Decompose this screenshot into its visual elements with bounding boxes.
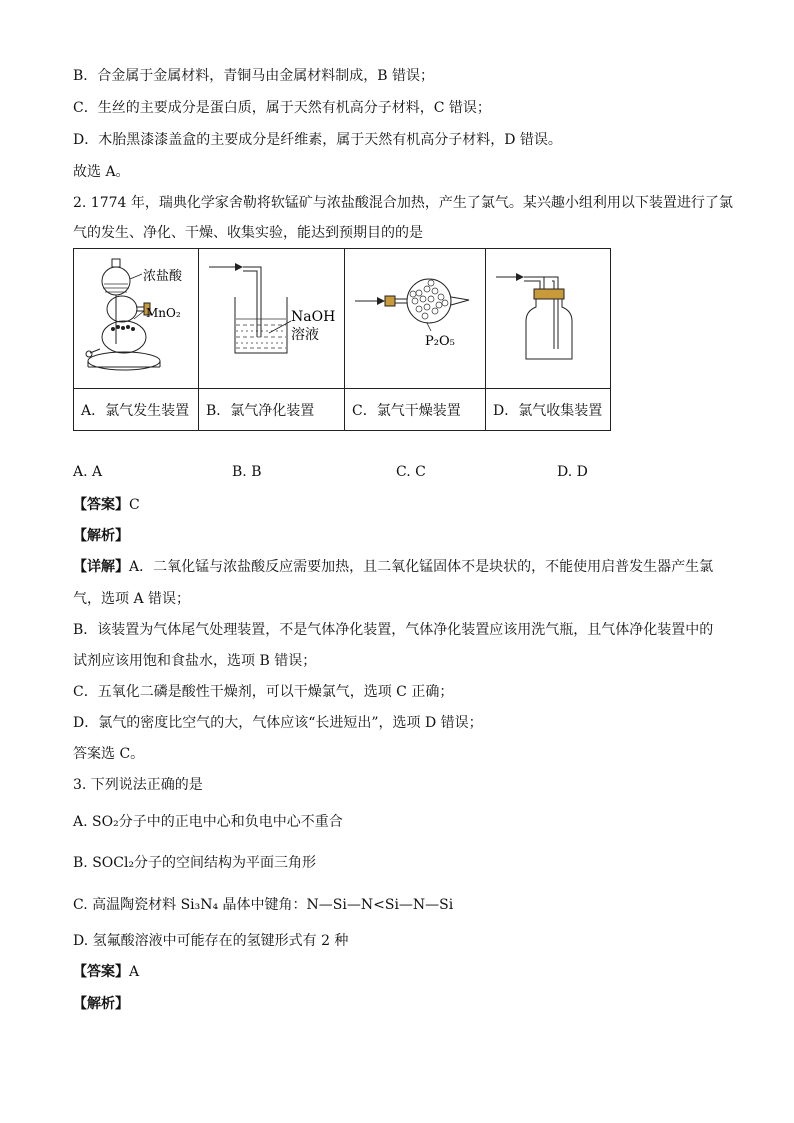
explanation-line-b: B．合金属于金属材料，青铜马由金属材料制成，B 错误； [73,68,435,84]
naoh-absorber-figure [199,249,344,384]
apparatus-b-cell [199,249,345,389]
q3-answer: 【答案】A [73,964,140,980]
apparatus-d-cell [486,249,611,389]
q2-detail-line-6: D．氯气的密度比空气的大，气体应该“长进短出”，选项 D 错误； [73,715,483,731]
mno2-label: MnO₂ [146,306,181,320]
conclusion-line: 故选 A。 [73,164,130,180]
question-2-stem-cont: 气的发生、净化、干燥、收集实验，能达到预期目的的是 [73,225,423,241]
naoh-solution-label: 溶液 [291,327,319,343]
option-d: D. D [557,464,588,480]
q2-detail-line-3: B．该装置为气体尾气处理装置，不是气体净化装置，气体净化装置应该用洗气瓶，且气体净化装置中的 [73,622,714,638]
conc-hcl-label: 浓盐酸 [143,269,183,284]
option-a: A. A [73,464,103,480]
q3-option-c: C. 高温陶瓷材料 Si₃N₄ 晶体中键角：N—Si—N<Si—N—Si [73,897,454,913]
gas-collection-bottle-figure [486,249,610,384]
question-3-stem: 3. 下列说法正确的是 [73,777,203,793]
p2o5-label: P₂O₅ [425,334,455,349]
apparatus-table [73,248,611,431]
question-2-stem: 2. 1774 年，瑞典化学家舍勒将软锰矿与浓盐酸混合加热，产生了氯气。某兴趣小组利用以下装置进行了氯 [73,195,733,211]
q2-detail-line-5: C．五氧化二磷是酸性干燥剂，可以干燥氯气，选项 C 正确； [73,684,454,700]
apparatus-a-cell [74,249,199,389]
caption-b: B．氯气净化装置 [199,389,345,431]
q2-answer [73,495,140,515]
caption-c: C．氯气干燥装置 [345,389,486,431]
q2-detail-line-4: 试剂应该用饱和食盐水，选项 B 错误； [73,653,317,669]
naoh-label: NaOH [291,309,336,325]
q3-analysis-tag: 【解析】 [73,996,129,1012]
q3-option-a: A. SO₂分子中的正电中心和负电中心不重合 [73,814,343,830]
caption-d: D．氯气收集装置 [486,389,611,431]
q2-detail-line-2: 气，选项 A 错误； [73,591,191,607]
q2-analysis-tag: 【解析】 [73,528,129,544]
answer-tag: 【答案】 [73,497,129,513]
drying-tube-figure [345,249,485,384]
detail-tag: 【详解】 [73,559,129,575]
option-b: B. B [232,464,262,480]
answer-value: C [129,497,140,513]
apparatus-c-cell [345,249,486,389]
explanation-line-c: C．生丝的主要成分是蛋白质，属于天然有机高分子材料，C 错误； [73,100,491,116]
q3-option-b: B. SOCl₂分子的空间结构为平面三角形 [73,855,317,871]
kipp-generator-figure [74,249,198,384]
caption-a: A．氯气发生装置 [74,389,199,431]
explanation-line-d: D．木胎黑漆漆盖盒的主要成分是纤维素，属于天然有机高分子材料，D 错误。 [73,132,562,148]
q3-option-d: D. 氢氟酸溶液中可能存在的氢键形式有 2 种 [73,933,349,949]
q2-detail-line-1: 【详解】A．二氧化锰与浓盐酸反应需要加热，且二氧化锰固体不是块状的，不能使用启普发生器产生氯 [73,559,714,575]
q2-detail-line-7: 答案选 C。 [73,746,145,762]
option-c: C. C [396,464,426,480]
